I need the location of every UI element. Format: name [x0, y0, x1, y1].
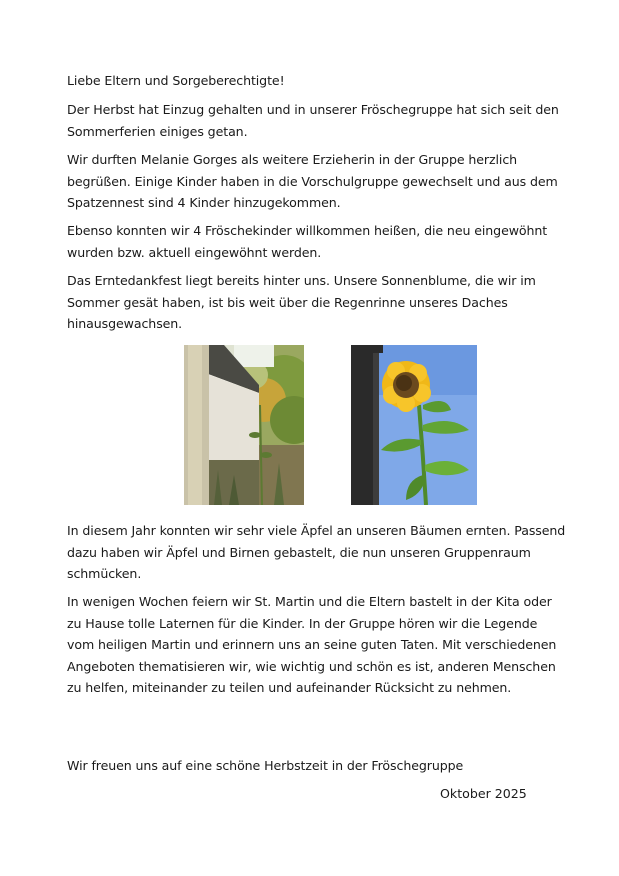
paragraph-harvest-festival: Das Erntedankfest liegt bereits hinter uns. Unsere Sonnenblume, die wir im Sommer gesät haben, ist bis weit über die Regenrinne unseres Daches hinausgewachsen.	[67, 273, 536, 331]
photo-sunflower	[351, 345, 477, 505]
paragraph-new-children: Ebenso konnten wir 4 Fröschekinder willkommen heißen, die neu eingewöhnt wurden bzw. aktuell eingewöhnt werden.	[67, 223, 548, 260]
paragraph-apples: In diesem Jahr konnten wir sehr viele Äpfel an unseren Bäumen ernten. Passend dazu haben wir Äpfel und Birnen gebastelt, die nun unseren Gruppenraum schmücken.	[67, 523, 566, 581]
paragraph-staff-changes: Wir durften Melanie Gorges als weitere Erzieherin in der Gruppe herzlich begrüßen. Einige Kinder haben in die Vorschulgruppe gewechselt und aus dem Spatzennest sind 4 Kinder hinzugekommen.	[67, 152, 558, 210]
house-wall-image	[184, 345, 304, 505]
photo-row	[184, 345, 477, 505]
paragraph-st-martin: In wenigen Wochen feiern wir St. Martin und die Eltern bastelt in der Kita oder zu Hause tolle Laternen für die Kinder. In der Gruppe hören wir die Legende vom heiligen Martin und erinnern uns an seine guten Taten. Mit verschiedenen Angeboten thematisieren wir, wie wichtig und schön es ist, anderen Menschen zu helfen, miteinander zu teilen und aufeinander Rücksicht zu nehmen.	[67, 594, 557, 695]
greeting: Liebe Eltern und Sorgeberechtigte!	[67, 73, 285, 88]
photo-house-wall	[184, 345, 304, 505]
sunflower-image	[351, 345, 477, 505]
paragraph-intro: Der Herbst hat Einzug gehalten und in unserer Fröschegruppe hat sich seit den Sommerferien einiges getan.	[67, 102, 559, 139]
closing-line: Wir freuen uns auf eine schöne Herbstzeit in der Fröschegruppe	[67, 758, 464, 773]
letter-date: Oktober 2025	[440, 786, 527, 801]
